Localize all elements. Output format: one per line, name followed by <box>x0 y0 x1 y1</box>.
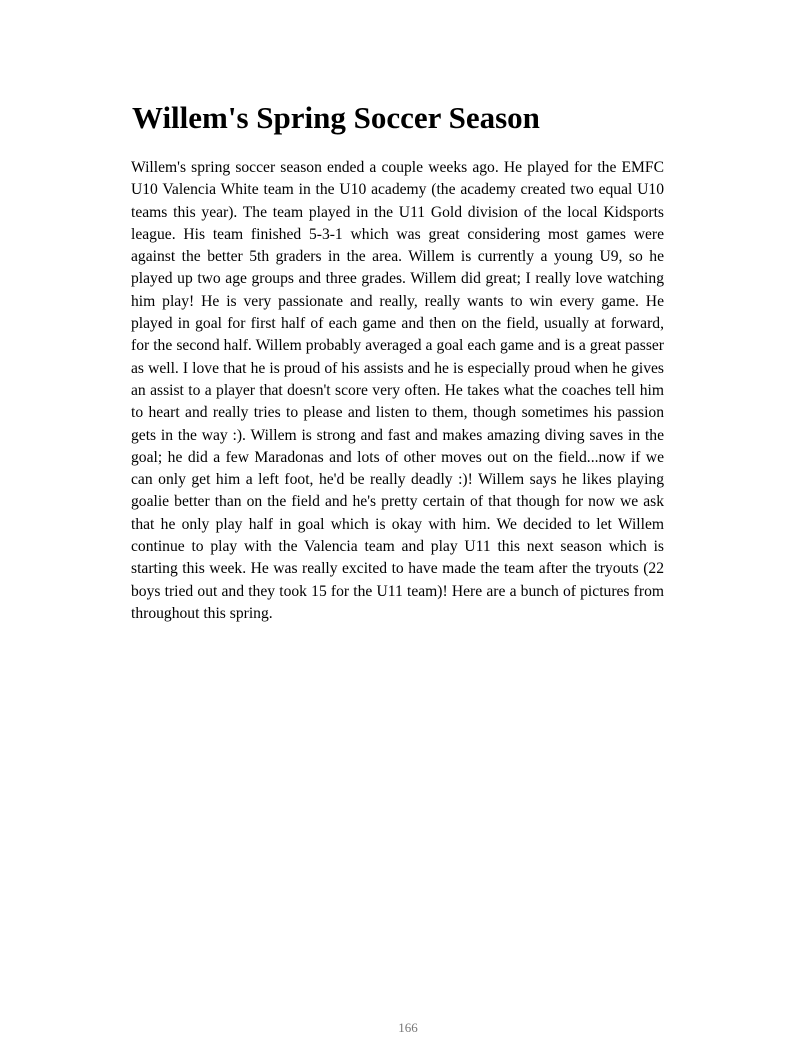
page-title: Willem's Spring Soccer Season <box>132 100 540 135</box>
body-paragraph: Willem's spring soccer season ended a couple weeks ago. He played for the EMFC U10 Valencia White team in the U10 academy (the academy created two equal U10 teams this year). The team played in the U11 Gold division of the local Kidsports league. His team finished 5-3-1 which was great considering most games were against the better 5th graders in the area. Willem is currently a young U9, so he played up two age groups and three grades. Willem did great; I really love watching him play! He is very passionate and really, really wants to win every game. He played in goal for first half of each game and then on the field, usually at forward, for the second half. Willem probably averaged a goal each game and is a great passer as well. I love that he is proud of his assists and he is especially proud when he gives an assist to a player that doesn't score very often. He takes what the coaches tell him to heart and really tries to please and listen to them, though sometimes his passion gets in the way :). Willem is strong and fast and makes amazing diving saves in the goal; he did a few Maradonas and lots of other moves out on the field...now if we can only get him a left foot, he'd be really deadly :)! Willem says he likes playing goalie better than on the field and he's pretty certain of that though for now we ask that he only play half in goal which is okay with him. We decided to let Willem continue to play with the Valencia team and play U11 this next season which is starting this week. He was really excited to have made the team after the tryouts (22 boys tried out and they took 15 for the U11 team)! Here are a bunch of pictures from throughout this spring. <box>131 159 664 622</box>
page-number: 166 <box>398 1020 418 1035</box>
